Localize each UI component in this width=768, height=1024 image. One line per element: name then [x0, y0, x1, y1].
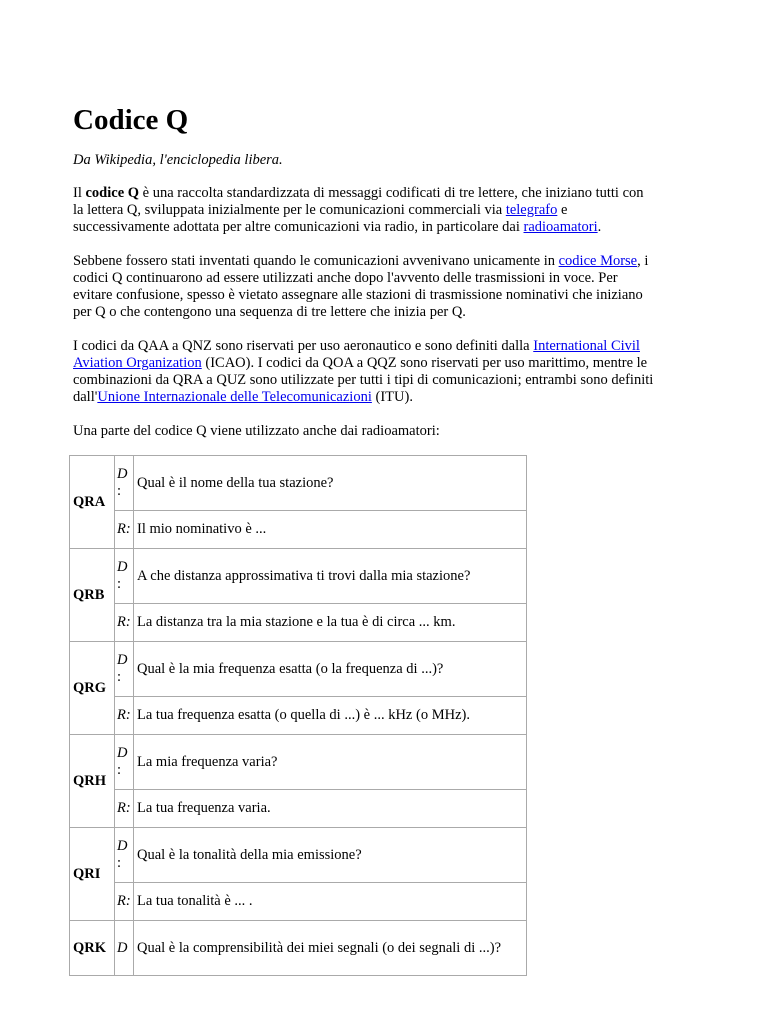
table-row	[70, 735, 527, 790]
question-label-colon: :	[117, 483, 122, 499]
q-code-cell: QRG	[70, 642, 115, 735]
question-label: D	[117, 652, 128, 668]
table-row	[70, 828, 527, 883]
table-row	[70, 604, 527, 642]
link-itu[interactable]: Unione Internazionale delle Telecomunicazioni	[97, 389, 372, 405]
question-label-cell	[115, 921, 134, 976]
answer-label: R:	[115, 604, 134, 642]
answer-text: La tua frequenza varia.	[134, 790, 527, 828]
answer-label: R:	[115, 511, 134, 549]
answer-label: R:	[115, 697, 134, 735]
q-code-cell: QRH	[70, 735, 115, 828]
answer-label: R:	[115, 883, 134, 921]
table-row	[70, 456, 527, 511]
answer-label: R:	[115, 790, 134, 828]
question-text: Qual è la tonalità della mia emissione?	[134, 828, 527, 883]
answer-text: Il mio nominativo è ...	[134, 511, 527, 549]
question-label: D	[117, 745, 128, 761]
page-title: Codice Q	[73, 104, 189, 136]
question-text: Qual è la comprensibilità dei miei segnali (o dei segnali di ...)?	[134, 921, 527, 976]
q-code-cell: QRK	[70, 921, 115, 976]
table-row	[70, 921, 527, 976]
q-code-cell: QRI	[70, 828, 115, 921]
question-label-cell	[115, 735, 134, 790]
subtitle: Da Wikipedia, l'enciclopedia libera.	[73, 152, 283, 168]
link-codice-morse[interactable]: codice Morse	[558, 253, 638, 269]
table-row	[70, 642, 527, 697]
link-icao[interactable]: International Civil	[533, 338, 640, 354]
table-row	[70, 511, 527, 549]
question-label-cell	[115, 549, 134, 604]
paragraph-history: Sebbene fossero stati inventati quando le comunicazioni avvenivano unicamente in codice Morse, i codici Q continuarono ad essere utilizzati anche dopo l'avvento delle trasmissioni in voce. Per evitare confusione, spesso è vietato assegnare alle stazioni di trasmissione nominativi che iniziano per Q o che contengono una sequenza di tre lettere che inizia per Q.	[73, 253, 649, 320]
question-label-colon: :	[117, 762, 122, 778]
question-label: D	[117, 559, 128, 575]
question-label-colon: :	[117, 669, 122, 685]
paragraph-ranges: I codici da QAA a QNZ sono riservati per uso aeronautico e sono definiti dalla International Civil Aviation Organization (ICAO). I codici da QOA a QQZ sono riservati per uso marittimo, mentre le combinazioni da QRA a QUZ sono utilizzate per tutti i tipi di comunicazioni; entrambi sono definiti dall'Unione Internazionale delle Telecomunicazioni (ITU).	[73, 338, 654, 405]
table-row	[70, 697, 527, 735]
bold-term: codice Q	[85, 185, 140, 201]
table-row	[70, 790, 527, 828]
table-row	[70, 883, 527, 921]
q-code-cell: QRB	[70, 549, 115, 642]
question-text: Qual è il nome della tua stazione?	[134, 456, 527, 511]
link-icao-cont[interactable]: Aviation Organization	[73, 355, 202, 371]
question-label-cell	[115, 456, 134, 511]
question-label-colon: :	[117, 855, 122, 871]
answer-text: La tua frequenza esatta (o quella di ...) è ... kHz (o MHz).	[134, 697, 527, 735]
question-text: Qual è la mia frequenza esatta (o la frequenza di ...)?	[134, 642, 527, 697]
question-label: D	[117, 939, 128, 956]
answer-text: La tua tonalità è ... .	[134, 883, 527, 921]
question-label-colon: :	[117, 576, 122, 592]
question-label: D	[117, 838, 128, 854]
link-telegrafo[interactable]: telegrafo	[505, 202, 558, 218]
question-label: D	[117, 466, 128, 482]
paragraph-intro: Il codice Q è una raccolta standardizzata di messaggi codificati di tre lettere, che iniziano tutti con la lettera Q, sviluppata inizialmente per le comunicazioni commerciali via telegrafo e successivamente adottata per altre comunicazioni via radio, in particolare dai radioamatori.	[73, 185, 644, 235]
q-code-cell: QRA	[70, 456, 115, 549]
question-text: La mia frequenza varia?	[134, 735, 527, 790]
q-code-table	[69, 455, 527, 976]
question-label-cell	[115, 642, 134, 697]
table-row	[70, 549, 527, 604]
question-label-cell	[115, 828, 134, 883]
answer-text: La distanza tra la mia stazione e la tua è di circa ... km.	[134, 604, 527, 642]
question-text: A che distanza approssimativa ti trovi dalla mia stazione?	[134, 549, 527, 604]
paragraph-table-intro: Una parte del codice Q viene utilizzato anche dai radioamatori:	[73, 423, 440, 439]
link-radioamatori[interactable]: radioamatori	[523, 219, 598, 235]
